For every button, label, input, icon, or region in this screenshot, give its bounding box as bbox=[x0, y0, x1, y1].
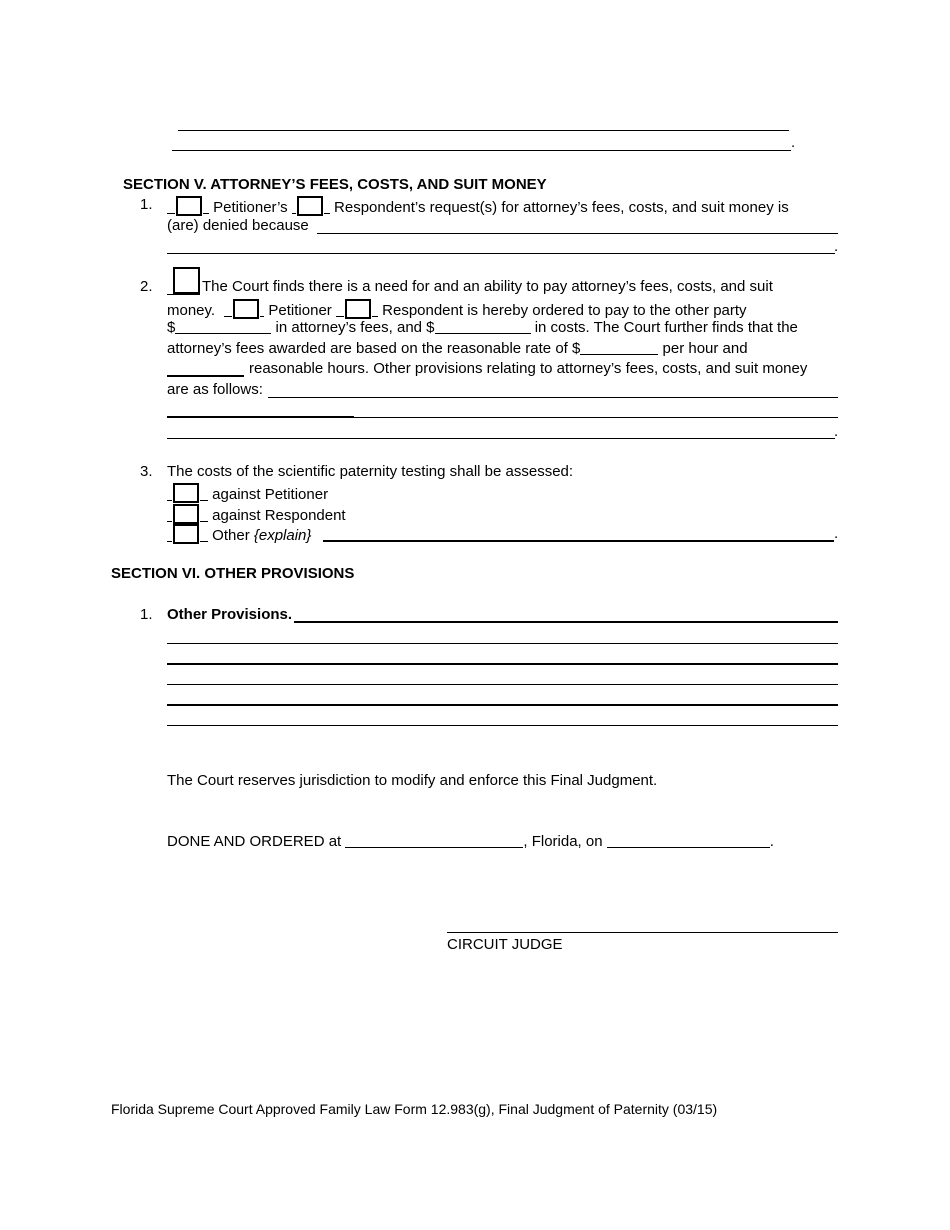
done-middle: , Florida, on bbox=[523, 833, 603, 850]
item1-period: . bbox=[834, 238, 839, 255]
option-against-respondent bbox=[167, 504, 346, 525]
dollar-sign: $ bbox=[167, 319, 176, 336]
other-provisions-label: Other Provisions. bbox=[167, 606, 293, 623]
circuit-judge-label: CIRCUIT JUDGE bbox=[447, 936, 563, 953]
s5-item2-number: 2. bbox=[140, 278, 153, 295]
respondent-request-text: Respondent’s request(s) for attorney’s fees, costs, and suit money is bbox=[334, 199, 789, 216]
s5-item2-line3 bbox=[167, 319, 798, 337]
attorney-fees-amount-field[interactable] bbox=[175, 319, 271, 334]
against-respondent-checkbox[interactable] bbox=[173, 504, 199, 524]
option-other bbox=[167, 524, 311, 545]
judge-signature-line[interactable] bbox=[447, 932, 838, 933]
respondent-request-checkbox[interactable] bbox=[297, 196, 323, 216]
denied-reason-line-2[interactable] bbox=[167, 253, 835, 254]
against-respondent-label: against Respondent bbox=[212, 507, 346, 524]
denied-reason-line-1[interactable] bbox=[317, 233, 838, 234]
date-field[interactable] bbox=[607, 833, 770, 848]
petitioner-request-checkbox[interactable] bbox=[176, 196, 202, 216]
other-provisions-line-1[interactable] bbox=[294, 621, 838, 623]
against-petitioner-label: against Petitioner bbox=[212, 486, 329, 503]
money-label: money. bbox=[167, 302, 216, 319]
s5-item2-line1: The Court finds there is a need for and an ability to pay attorney’s fees, costs, and suit bbox=[202, 278, 773, 295]
done-and-ordered-line bbox=[167, 833, 774, 851]
done-prefix: DONE AND ORDERED at bbox=[167, 833, 342, 850]
form-footer: Florida Supreme Court Approved Family Law Form 12.983(g), Final Judgment of Paternity (03/15) bbox=[111, 1101, 718, 1117]
other-assessment-checkbox[interactable] bbox=[173, 524, 199, 544]
other-provisions-fees-line-1[interactable] bbox=[268, 397, 838, 398]
top-period: . bbox=[791, 134, 796, 151]
reasonable-rate-text: attorney’s fees awarded are based on the reasonable rate of $ bbox=[167, 340, 581, 357]
section-6-heading: SECTION VI. OTHER PROVISIONS bbox=[111, 565, 355, 582]
s5-item3-line1: The costs of the scientific paternity testing shall be assessed: bbox=[167, 463, 574, 480]
done-suffix: . bbox=[769, 833, 774, 850]
top-line-1[interactable] bbox=[178, 130, 789, 131]
s5-item2-line2 bbox=[167, 299, 747, 320]
reasonable-hours-field[interactable] bbox=[167, 375, 244, 377]
other-provisions-line-3[interactable] bbox=[167, 663, 838, 665]
explain-hint: {explain} bbox=[253, 527, 312, 544]
against-petitioner-checkbox[interactable] bbox=[173, 483, 199, 503]
other-provisions-fees-line-2b[interactable] bbox=[354, 417, 838, 418]
respondent-ordered-checkbox[interactable] bbox=[345, 299, 371, 319]
s5-item3-number: 3. bbox=[140, 463, 153, 480]
city-field[interactable] bbox=[345, 833, 523, 848]
need-and-ability-checkbox[interactable] bbox=[173, 267, 200, 294]
s6-item1-number: 1. bbox=[140, 606, 153, 623]
jurisdiction-statement: The Court reserves jurisdiction to modify and enforce this Final Judgment. bbox=[167, 772, 658, 789]
costs-amount-field[interactable] bbox=[435, 319, 531, 334]
item2-period: . bbox=[834, 423, 839, 440]
other-explain-field[interactable] bbox=[323, 540, 834, 542]
other-provisions-line-6[interactable] bbox=[167, 725, 838, 726]
other-label: Other bbox=[212, 527, 250, 544]
s5-item2-line4 bbox=[167, 340, 748, 358]
petitioner-ordered-checkbox[interactable] bbox=[233, 299, 259, 319]
section-5-heading: SECTION V. ATTORNEY’S FEES, COSTS, AND SUIT MONEY bbox=[123, 176, 547, 193]
other-provisions-line-5[interactable] bbox=[167, 704, 838, 706]
denied-because-label: (are) denied because bbox=[167, 217, 309, 234]
petitioner-label: Petitioner’s bbox=[213, 199, 288, 216]
respondent-ordered-text: Respondent is hereby ordered to pay to the other party bbox=[382, 302, 747, 319]
hourly-rate-field[interactable] bbox=[580, 340, 658, 355]
s5-item2-line6: are as follows: bbox=[167, 381, 263, 398]
s5-item1-number: 1. bbox=[140, 196, 153, 213]
s5-item2-line5: reasonable hours. Other provisions relating to attorney’s fees, costs, and suit money bbox=[249, 360, 808, 377]
costs-text: in costs. The Court further finds that the bbox=[534, 319, 798, 336]
option-against-petitioner bbox=[167, 483, 328, 504]
attorney-fees-text: in attorney’s fees, and $ bbox=[275, 319, 435, 336]
other-provisions-line-4[interactable] bbox=[167, 684, 838, 685]
other-provisions-line-2[interactable] bbox=[167, 643, 838, 644]
top-line-2[interactable] bbox=[172, 150, 791, 151]
other-provisions-fees-line-3[interactable] bbox=[167, 438, 835, 439]
other-provisions-fees-line-2a[interactable] bbox=[167, 416, 354, 418]
per-hour-text: per hour and bbox=[662, 340, 748, 357]
petitioner-ordered-label: Petitioner bbox=[268, 302, 332, 319]
s5-item1-line1 bbox=[167, 196, 789, 217]
item3-period: . bbox=[834, 525, 839, 542]
